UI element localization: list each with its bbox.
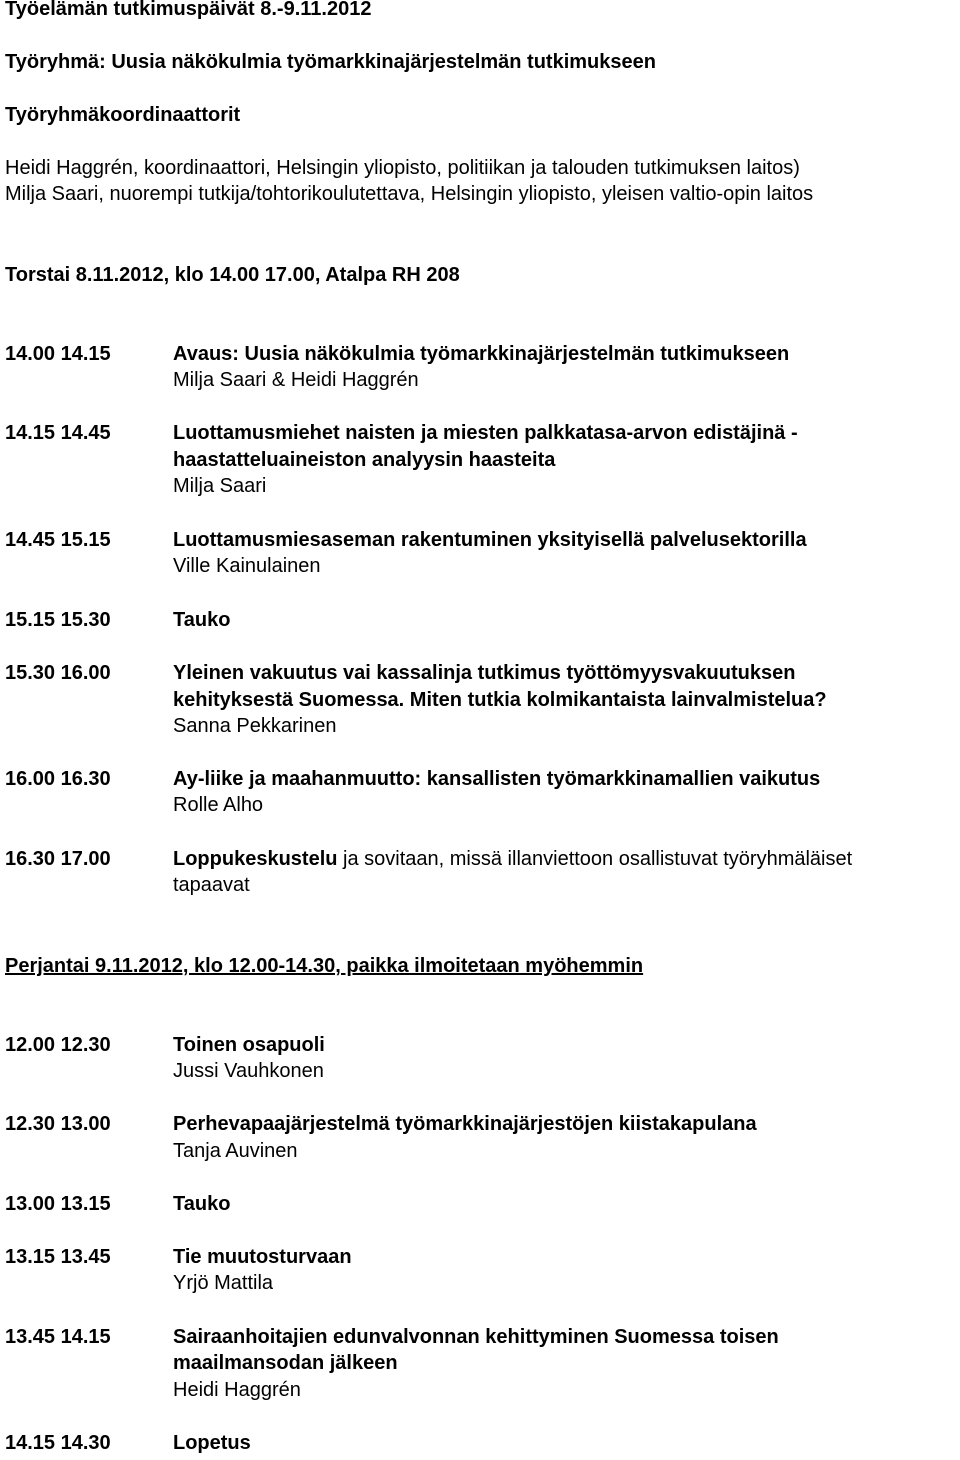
session-time: 15.15 15.30 bbox=[5, 609, 111, 631]
session-time: 13.15 13.45 bbox=[5, 1246, 111, 1268]
session-speaker: Heidi Haggrén bbox=[173, 1379, 301, 1401]
coordinator-2: Milja Saari, nuorempi tutkija/tohtorikoulutettava, Helsingin yliopisto, yleisen valtio-opin laitos bbox=[5, 183, 814, 205]
session-title: Tauko bbox=[173, 609, 231, 631]
session-title: Lopetus bbox=[173, 1432, 251, 1454]
group-title: Työryhmä: Uusia näkökulmia työmarkkinajärjestelmän tutkimukseen bbox=[5, 51, 656, 73]
session-title: Toinen osapuoli bbox=[173, 1034, 325, 1056]
session-speaker: Rolle Alho bbox=[173, 794, 264, 816]
day1-heading: Torstai 8.11.2012, klo 14.00 17.00, Atalpa RH 208 bbox=[5, 264, 460, 286]
session-title-rest: ja sovitaan, missä illanviettoon osallistuvat työryhmäläiset bbox=[337, 848, 853, 870]
session-time: 14.15 14.45 bbox=[5, 422, 111, 444]
session-speaker: Milja Saari & Heidi Haggrén bbox=[173, 369, 419, 391]
session-title: Sairaanhoitajien edunvalvonnan kehittyminen Suomessa toisen bbox=[173, 1326, 779, 1348]
session-time: 12.00 12.30 bbox=[5, 1034, 111, 1056]
session-title: Perhevapaajärjestelmä työmarkkinajärjestöjen kiistakapulana bbox=[173, 1113, 757, 1135]
session-speaker: Ville Kainulainen bbox=[173, 555, 321, 577]
session-title: Tie muutosturvaan bbox=[173, 1246, 352, 1268]
session-speaker: Tanja Auvinen bbox=[173, 1140, 298, 1162]
session-title: Luottamusmiehet naisten ja miesten palkkatasa-arvon edistäjinä - bbox=[173, 422, 798, 444]
session-time: 16.00 16.30 bbox=[5, 768, 111, 790]
session-title: Ay-liike ja maahanmuutto: kansallisten työmarkkinamallien vaikutus bbox=[173, 768, 821, 790]
session-title: Yleinen vakuutus vai kassalinja tutkimus työttömyysvakuutuksen bbox=[173, 662, 796, 684]
event-title: Työelämän tutkimuspäivät 8.-9.11.2012 bbox=[5, 0, 372, 20]
session-time: 14.00 14.15 bbox=[5, 343, 111, 365]
session-speaker: Jussi Vauhkonen bbox=[173, 1060, 324, 1082]
coordinator-1: Heidi Haggrén, koordinaattori, Helsingin yliopisto, politiikan ja talouden tutkimuksen laitos) bbox=[5, 157, 800, 179]
session-title-line2: haastatteluaineiston analyysin haasteita bbox=[173, 449, 556, 471]
session-time: 16.30 17.00 bbox=[5, 848, 111, 870]
session-title-line2: kehityksestä Suomessa. Miten tutkia kolmikantaista lainvalmistelua? bbox=[173, 689, 827, 711]
session-time: 13.00 13.15 bbox=[5, 1193, 111, 1215]
session-time: 14.45 15.15 bbox=[5, 529, 111, 551]
session-time: 14.15 14.30 bbox=[5, 1432, 111, 1454]
session-title: Luottamusmiesaseman rakentuminen yksityisellä palvelusektorilla bbox=[173, 529, 807, 551]
session-time: 12.30 13.00 bbox=[5, 1113, 111, 1135]
session-title-line2: maailmansodan jälkeen bbox=[173, 1352, 398, 1374]
session-title-bold: Loppukeskustelu bbox=[173, 848, 338, 870]
session-title: Tauko bbox=[173, 1193, 231, 1215]
session-title: Avaus: Uusia näkökulmia työmarkkinajärjestelmän tutkimukseen bbox=[173, 343, 790, 365]
day2-heading: Perjantai 9.11.2012, klo 12.00-14.30, paikka ilmoitetaan myöhemmin bbox=[5, 955, 644, 977]
session-title bbox=[173, 846, 852, 872]
session-title-line2: tapaavat bbox=[173, 874, 250, 896]
session-speaker: Sanna Pekkarinen bbox=[173, 715, 337, 737]
session-speaker: Milja Saari bbox=[173, 475, 267, 497]
session-speaker: Yrjö Mattila bbox=[173, 1272, 274, 1294]
coordinators-heading: Työryhmäkoordinaattorit bbox=[5, 104, 241, 126]
session-time: 15.30 16.00 bbox=[5, 662, 111, 684]
session-time: 13.45 14.15 bbox=[5, 1326, 111, 1348]
